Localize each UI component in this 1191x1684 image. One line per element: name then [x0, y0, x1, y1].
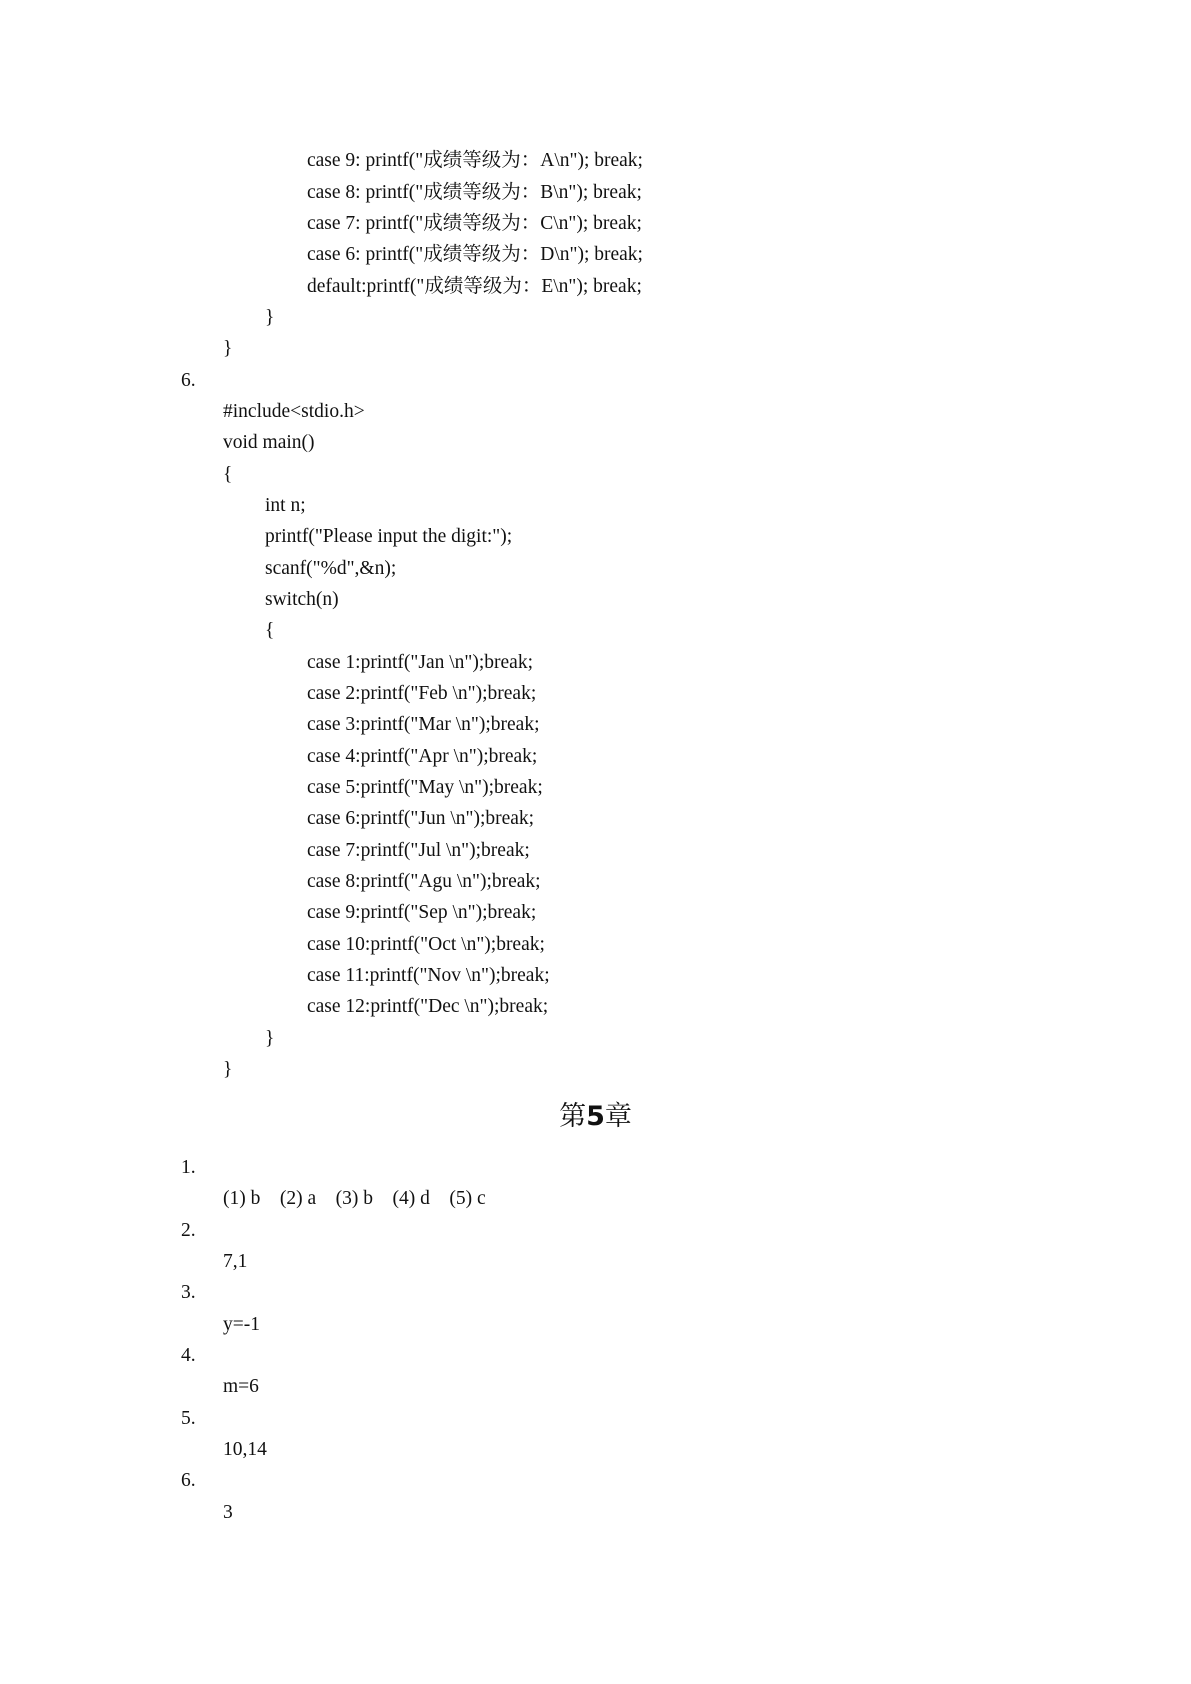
code-line: }	[265, 307, 275, 328]
code-line: case 9:printf("Sep \n");break;	[307, 902, 537, 923]
answer-text: 7,1	[223, 1251, 248, 1272]
code-line: case 4:printf("Apr \n");break;	[307, 746, 538, 767]
chapter-heading	[0, 1100, 1191, 1134]
answer-text: 3	[223, 1502, 233, 1523]
answer-number: 5.	[181, 1408, 196, 1429]
chapter-number: 5	[586, 1101, 605, 1132]
answer-text: (1) b (2) a (3) b (4) d (5) c	[223, 1188, 486, 1209]
code-line: case 2:printf("Feb \n");break;	[307, 683, 537, 704]
code-line: case 3:printf("Mar \n");break;	[307, 714, 540, 735]
code-line: case 6:printf("Jun \n");break;	[307, 808, 535, 829]
answer-number: 6.	[181, 1470, 196, 1491]
code-line: int n;	[265, 495, 306, 516]
code-line: default:printf("成绩等级为：E\n"); break;	[307, 276, 642, 297]
code-line: case 5:printf("May \n");break;	[307, 777, 543, 798]
answer-text: y=-1	[223, 1314, 260, 1335]
answer-number: 3.	[181, 1282, 196, 1303]
item-number: 6.	[181, 370, 196, 391]
chapter-suffix: 章	[604, 1101, 632, 1132]
code-line: case 8:printf("Agu \n");break;	[307, 871, 541, 892]
chapter-prefix: 第	[559, 1101, 587, 1132]
code-line: case 7:printf("Jul \n");break;	[307, 840, 530, 861]
code-line: }	[265, 1028, 275, 1049]
code-line: #include<stdio.h>	[223, 401, 365, 422]
answer-number: 2.	[181, 1220, 196, 1241]
code-line: case 8: printf("成绩等级为：B\n"); break;	[307, 182, 642, 203]
code-line: }	[223, 338, 233, 359]
answer-number: 4.	[181, 1345, 196, 1366]
answer-text: 10,14	[223, 1439, 267, 1460]
code-line: case 12:printf("Dec \n");break;	[307, 996, 549, 1017]
code-line: case 1:printf("Jan \n");break;	[307, 652, 534, 673]
code-line: scanf("%d",&n);	[265, 558, 397, 579]
code-line: case 9: printf("成绩等级为：A\n"); break;	[307, 150, 643, 171]
code-line: case 7: printf("成绩等级为：C\n"); break;	[307, 213, 642, 234]
code-line: {	[265, 620, 275, 641]
code-line: case 6: printf("成绩等级为：D\n"); break;	[307, 244, 643, 265]
code-line: case 10:printf("Oct \n");break;	[307, 934, 545, 955]
code-line: switch(n)	[265, 589, 339, 610]
answer-text: m=6	[223, 1376, 259, 1397]
code-line: void main()	[223, 432, 315, 453]
answer-number: 1.	[181, 1157, 196, 1178]
code-line: printf("Please input the digit:");	[265, 526, 513, 547]
code-line: case 11:printf("Nov \n");break;	[307, 965, 550, 986]
code-line: {	[223, 464, 233, 485]
code-line: }	[223, 1059, 233, 1080]
